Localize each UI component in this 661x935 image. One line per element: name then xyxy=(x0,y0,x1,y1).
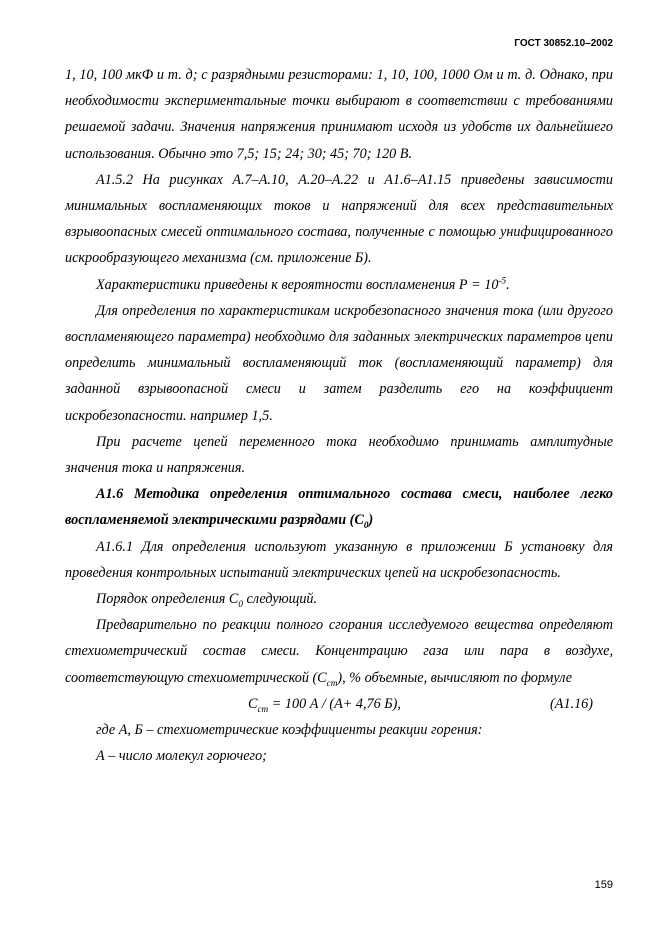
probability-end: . xyxy=(506,276,510,293)
paragraph-fuel-molecules: А – число молекул горючего; xyxy=(96,748,267,765)
formula-rhs: = 100 А / (А+ 4,76 Б), xyxy=(268,695,401,712)
procedure-subscript: 0 xyxy=(238,598,243,609)
formula-a1-16 xyxy=(65,691,613,717)
section-heading-subscript: 0 xyxy=(363,520,369,531)
paragraph-procedure xyxy=(65,586,613,612)
paragraph-ac-circuits: При расчете цепей переменного тока необходимо принимать амплитудные значения тока и напряжения. xyxy=(65,433,613,477)
paragraph-stoichiometric xyxy=(65,612,613,691)
formula-expression xyxy=(248,691,401,717)
paragraph-safety-factor: Для определения по характеристикам искробезопасного значения тока (или другого воспламеняющего параметра) необходимо для заданных электрических параметров цепи определить минимальный воспламеняющий ток (воспламеняющий параметр) для заданной взрывоопасной смеси и затем разделить его на коэффициент искробезопасности. например 1,5. xyxy=(65,302,613,424)
probability-exponent: -5 xyxy=(498,274,507,285)
procedure-text: Порядок определения С xyxy=(96,591,239,608)
formula-lhs: С xyxy=(248,695,258,712)
section-heading-end: ) xyxy=(368,512,374,529)
document-header: ГОСТ 30852.10–2002 xyxy=(514,38,613,49)
paragraph-probability xyxy=(65,272,613,298)
stoichiometric-text: Предварительно по реакции полного сгорания исследуемого вещества определяют стехиометрический состав смеси. Концентрацию газа или пара в воздухе, соответствующую стехиометрической (С xyxy=(65,617,613,686)
formula-lhs-subscript: ст xyxy=(257,703,269,714)
formula-number: (А1.16) xyxy=(550,695,593,712)
section-heading-text: А1.6 Методика определения оптимального состава смеси, наиболее легко воспламеняемой электрическими разрядами (С xyxy=(65,486,613,529)
procedure-end: следующий. xyxy=(243,591,318,608)
stoichiometric-subscript: ст xyxy=(326,677,338,688)
stoichiometric-end: ), % объемные, вычисляют по формуле xyxy=(337,669,573,686)
page-number: 159 xyxy=(594,879,613,891)
page-body xyxy=(65,62,613,769)
paragraph-continuation: 1, 10, 100 мкФ и т. д; с разрядными резисторами: 1, 10, 100, 1000 Ом и т. д. Однако, при необходимости экспериментальные точки выбирают в соответствии с требованиями решаемой задачи. Значения напряжения принимают исходя из удобств их дальнейшего использования. Обычно это 7,5; 15; 24; 30; 45; 70; 120 В. xyxy=(65,67,613,162)
paragraph-a1-6-1: А1.6.1 Для определения используют указанную в приложении Б установку для проведения контрольных испытаний электрических цепей на искробезопасность. xyxy=(65,538,613,581)
section-heading-a1-6 xyxy=(65,481,613,533)
paragraph-coefficients: где А, Б – стехиометрические коэффициенты реакции горения: xyxy=(96,721,483,738)
probability-text: Характеристики приведены к вероятности воспламенения Р = 10 xyxy=(96,276,499,293)
paragraph-a1-5-2: А1.5.2 На рисунках А.7–А.10, А.20–А.22 и А1.6–А1.15 приведены зависимости минимальных воспламеняющих токов и напряжений для всех представительных взрывоопасных смесей оптимального состава, полученные с помощью унифицированного искрообразующего механизма (см. приложение Б). xyxy=(65,171,613,267)
